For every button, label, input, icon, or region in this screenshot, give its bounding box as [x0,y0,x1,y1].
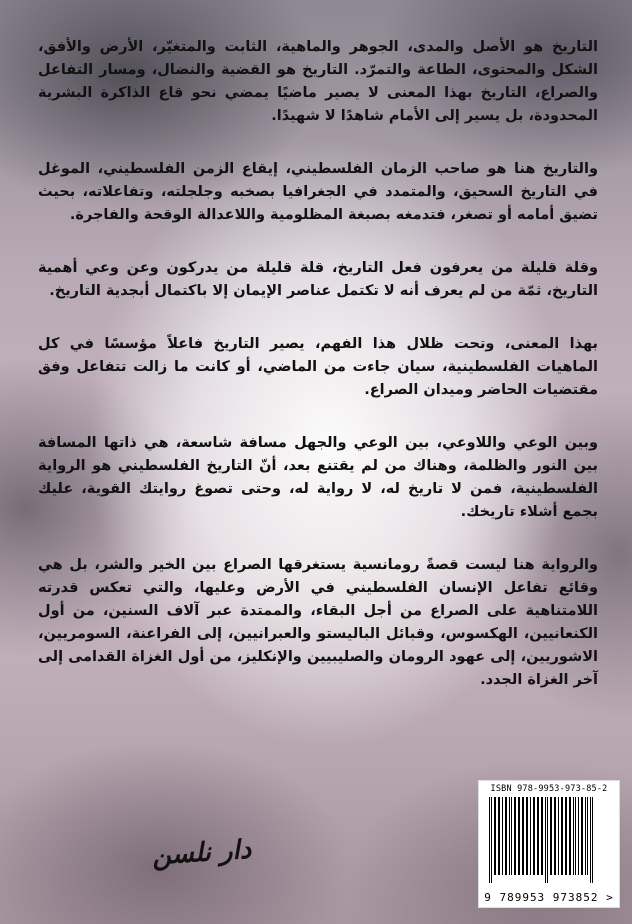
barcode-bar [541,797,543,875]
barcode-bar [509,797,510,875]
barcode-bar [592,797,593,883]
barcode-bar [498,797,500,875]
blurb-text [38,36,598,722]
isbn-barcode [478,780,620,908]
barcode-bar [545,797,546,883]
barcode-bar [514,797,516,875]
barcode-bar [547,797,548,883]
paragraph-2: والتاريخ هنا هو صاحب الزمان الفلسطيني، إيقاع الزمن الفلسطيني، الموغل في التاريخ السحيق، والمتمدد في الجغرافيا بصخبه وجلجلته، وتفاعلاته، بحيث تضيق أمامه أو تصغر، فتدمغه بصبغة المظلومية واللاعدالة الوقحة والفاجرة. [38,161,598,223]
paragraph-1: التاريخ هو الأصل والمدى، الجوهر والماهية، الثابت والمتغيّر، الأرض والأفق، الشكل والمحتوى، الطاعة والتمرّد. التاريخ هو القضية والنضال، ومسار التفاعل والصراع، التاريخ بهذا المعنى لا يصير ماضيًا يمضي نحو قاع الذاكرة البشرية المحدودة، بل يسير إلى الأمام شاهدًا لا شهيدًا. [38,39,598,124]
publisher-logo: دار نلسن [151,834,253,872]
barcode-bars-icon [487,797,611,883]
paragraph-5: وبين الوعي واللاوعي، بين الوعي والجهل مسافة شاسعة، هي ذاتها المسافة بين النور والظلمة، وهناك من لم يقتنع بعد، أنّ التاريخ الفلسطيني هو الرواية الفلسطينية، فمن لا تاريخ له، لا رواية له، وحتى تصوغ روايتك القوية، عليك بجمع أشلاء تاريخك. [38,435,598,520]
barcode-bar [561,797,563,875]
barcode-bar [575,797,576,875]
barcode-bar [494,797,496,875]
barcode-bar [585,797,586,875]
barcode-bar [489,797,490,883]
barcode-bar [587,797,588,875]
barcode-bar [502,797,503,875]
barcode-bar [537,797,539,875]
paragraph-6: والرواية هنا ليست قصةً رومانسية يستغرقها الصراع بين الخير والشر، بل هي وقائع تفاعل الإنسان الفلسطيني في الأرض وعليها، والتي تعكس قدرته اللامتناهية على الصراع من أجل البقاء، والممتدة عبر آلاف السنين، من أول الكنعانيين، الهكسوس، وقبائل الباليستو والعبرانيين، إلى الفراعنة، السومريين، الاشوريين، إلى عهود الرومان والصليبيين والإنكليز، من أول الغزاة القدامى إلى آخر الغزاة الجدد. [38,557,598,688]
barcode-bar [491,797,492,883]
barcode-bar [573,797,574,875]
barcode-bar [590,797,591,883]
barcode-bar [565,797,567,875]
barcode-bar [578,797,579,875]
barcode-digits: 9 789953 973852 > [484,891,614,904]
isbn-label: ISBN 978-9953-973-85-2 [490,784,608,794]
barcode-bar [554,797,556,875]
barcode-bar [505,797,507,875]
barcode-bar [533,797,535,875]
paragraph-4: بهذا المعنى، وتحت ظلال هذا الفهم، يصير التاريخ فاعلاً مؤسسًا في كل الماهيات الفلسطينية، سيان جاءت من الماضي، أو كانت ما زالت تتفاعل وفق مقتضيات الحاضر وميدان الصراع. [38,336,598,398]
barcode-bar [530,797,531,875]
barcode-bar [518,797,520,875]
barcode-bar [581,797,583,875]
paragraph-3: وقلة قليلة من يعرفون فعل التاريخ، قلة قليلة من يدركون وعن وعي أهمية التاريخ، ثمّة من لم يعرف أنه لا تكتمل عناصر الإيمان إلا باكتمال أبجدية التاريخ. [38,260,598,299]
barcode-bar [569,797,571,875]
barcode-bar [522,797,524,875]
barcode-bar [558,797,559,875]
barcode-bar [511,797,512,875]
barcode-bar [550,797,552,875]
barcode-bar [526,797,528,875]
